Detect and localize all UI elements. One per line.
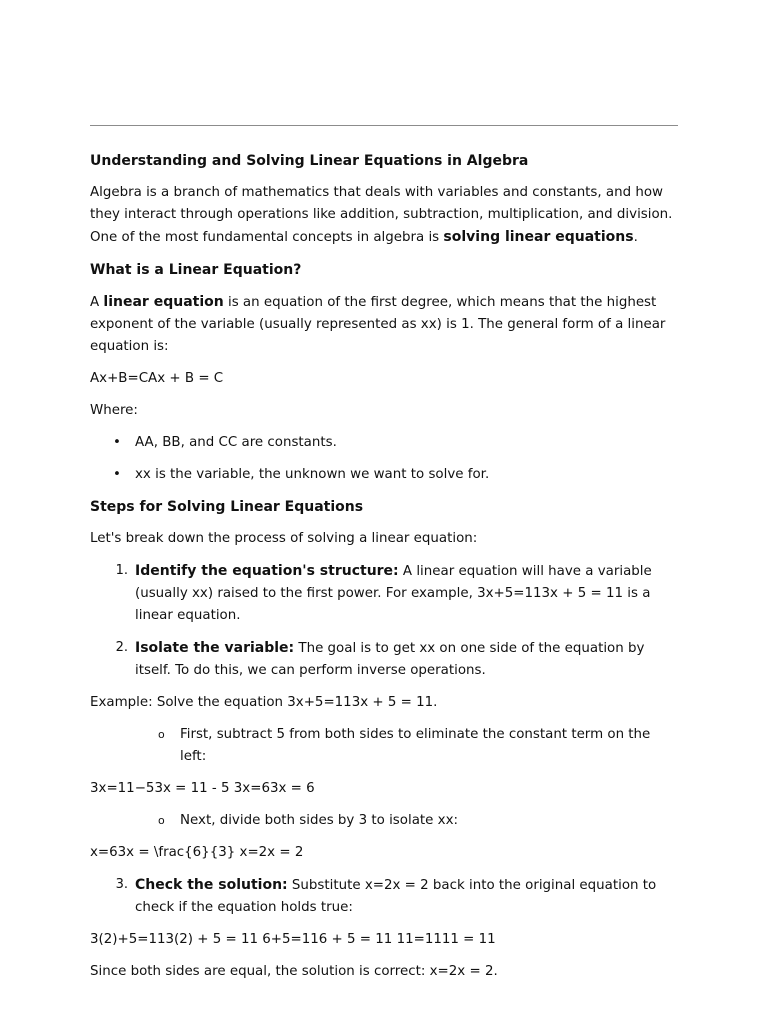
substep-item <box>90 724 680 768</box>
circle-bullet-icon: o <box>158 728 165 741</box>
list-item-text: xx is the variable, the unknown we want to solve for. <box>135 467 490 482</box>
step-text: A linear equation will have a variable (usually xx) raised to the first power. For example, 3x+5=113x + 5 = 11 is a linear equation. <box>135 564 652 623</box>
step-text: The goal is to get xx on one side of the equation by itself. To do this, we can perform inverse operations. <box>135 641 645 678</box>
step-item <box>90 874 680 919</box>
definition-bold: linear equation <box>103 294 224 310</box>
circle-bullet-icon: o <box>158 814 165 827</box>
general-form-formula: Ax+B=CAx + B = C <box>90 371 224 386</box>
step-number: 3. <box>115 877 128 892</box>
bullet-icon: • <box>113 467 121 482</box>
steps-list-b <box>90 874 680 919</box>
document-body <box>90 150 680 983</box>
step-item <box>90 560 680 627</box>
document-title: Understanding and Solving Linear Equations in Algebra <box>90 153 529 169</box>
intro-bold: solving linear equations <box>443 229 634 245</box>
section-heading-linear-equation: What is a Linear Equation? <box>90 262 302 278</box>
equation-line: x=63x = \frac{6}{3} x=2x = 2 <box>90 845 304 860</box>
where-label: Where: <box>90 403 138 418</box>
step-text: Substitute x=2x = 2 back into the original equation to check if the equation holds true: <box>135 878 657 915</box>
step-title: Check the solution: <box>135 877 288 893</box>
equation-line: 3x=11−53x = 11 - 5 3x=63x = 6 <box>90 781 315 796</box>
conclusion-line: Since both sides are equal, the solution is correct: x=2x = 2. <box>90 964 498 979</box>
step-number: 2. <box>115 640 128 655</box>
header-rule <box>90 125 678 126</box>
substep-text: First, subtract 5 from both sides to eliminate the constant term on the left: <box>180 727 651 764</box>
intro-paragraph <box>90 182 680 249</box>
step-title: Isolate the variable: <box>135 640 295 656</box>
definition-rest: is an equation of the first degree, which means that the highest exponent of the variable (usually represented as xx) is 1. The general form of a linear equation is: <box>90 295 666 354</box>
steps-list-a <box>90 560 680 682</box>
verification-equation: 3(2)+5=113(2) + 5 = 11 6+5=116 + 5 = 11 11=1111 = 11 <box>90 932 496 947</box>
bullet-icon: • <box>113 435 121 450</box>
intro-end: . <box>633 230 638 245</box>
definition-paragraph <box>90 291 680 358</box>
substep-text: Next, divide both sides by 3 to isolate xx: <box>180 813 458 828</box>
example-line: Example: Solve the equation 3x+5=113x + 5 = 11. <box>90 695 438 710</box>
section-heading-steps: Steps for Solving Linear Equations <box>90 499 364 515</box>
intro-text: Algebra is a branch of mathematics that deals with variables and constants, and how they interact through operations like addition, subtraction, multiplication, and division. One of the most fundamental concepts in algebra is <box>90 185 673 245</box>
substep-item <box>90 810 680 832</box>
step-number: 1. <box>115 563 128 578</box>
list-item <box>90 432 680 454</box>
constants-list <box>90 432 680 486</box>
list-item-text: AA, BB, and CC are constants. <box>135 435 337 450</box>
steps-intro: Let's break down the process of solving a linear equation: <box>90 531 478 546</box>
step-title: Identify the equation's structure: <box>135 563 399 579</box>
definition-start: A <box>90 295 104 310</box>
list-item <box>90 464 680 486</box>
step-item <box>90 637 680 682</box>
